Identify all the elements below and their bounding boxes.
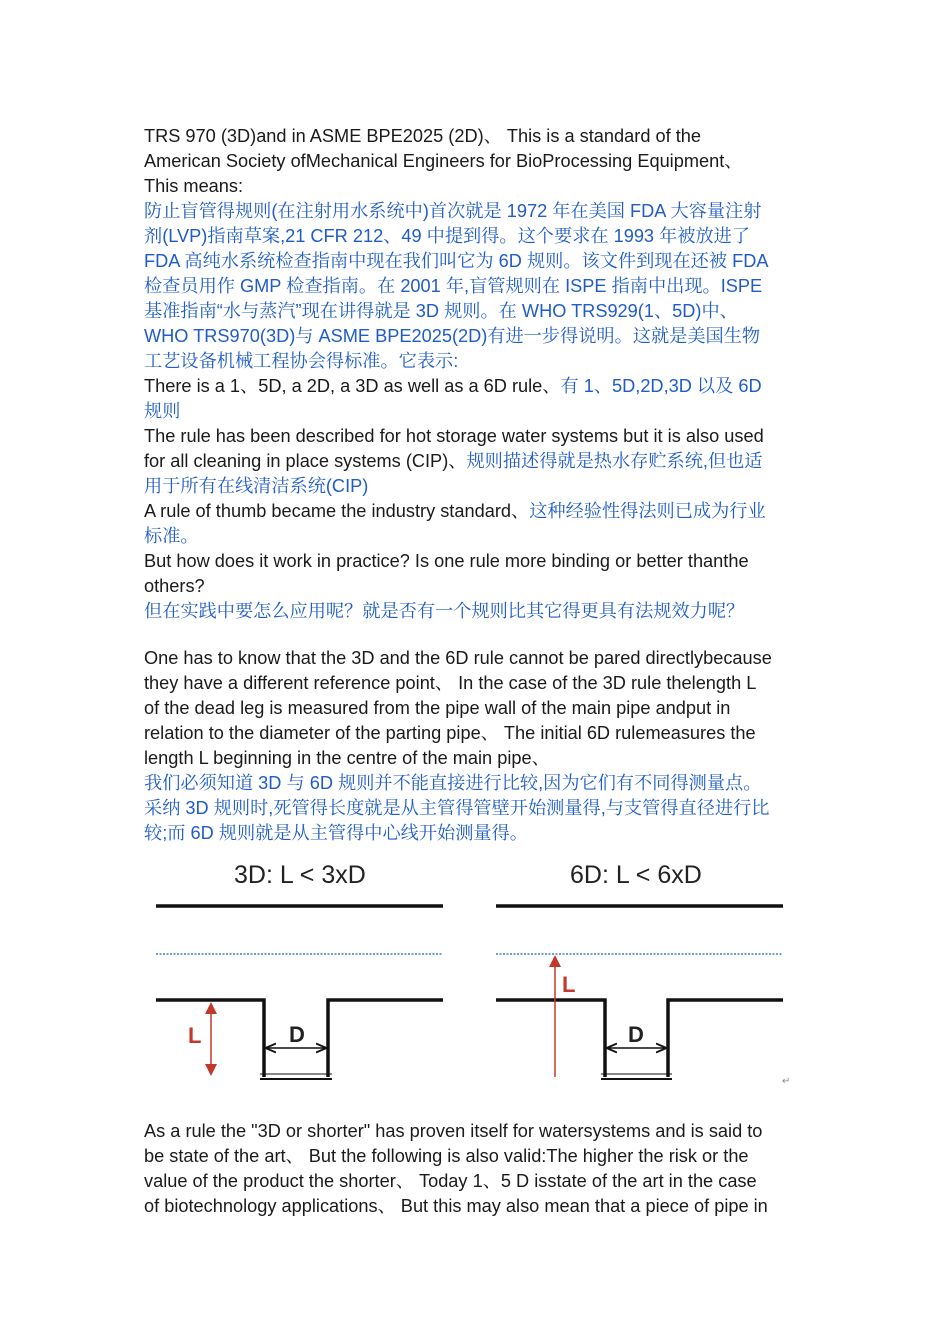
diameter-label-6d: D xyxy=(628,1022,644,1047)
text-line xyxy=(144,299,814,324)
text-line xyxy=(144,324,814,349)
english-text: But how does it work in practice? Is one rule more binding or better thanthe xyxy=(144,551,749,571)
text-line xyxy=(144,199,814,224)
diagram-6d-rule xyxy=(496,861,790,1087)
chinese-text: 检查员用作 GMP 检查指南。在 2001 年,盲管规则在 ISPE 指南中出现。ISPE xyxy=(144,276,763,296)
text-line xyxy=(144,524,814,549)
text-line xyxy=(144,1169,814,1194)
english-text: of the dead leg is measured from the pipe wall of the main pipe andput in xyxy=(144,698,731,718)
chinese-text: 但在实践中要怎么应用呢？就是否有一个规则比其它得更具有法规效力呢？ xyxy=(144,601,745,621)
english-text: others? xyxy=(144,576,205,596)
text-line xyxy=(144,696,814,721)
english-text: As a rule the "3D or shorter" has proven itself for watersystems and is said to xyxy=(144,1121,763,1141)
branch-pipe-right-wall-3d xyxy=(328,1000,443,1077)
diagram-6d-title: 6D: L < 6xD xyxy=(570,861,702,889)
english-text: of biotechnology applications、 But this may also mean that a piece of pipe in xyxy=(144,1196,768,1216)
text-line xyxy=(144,599,814,624)
text-line xyxy=(144,574,814,599)
chinese-text: FDA 高纯水系统检查指南中现在我们叫它为 6D 规则。该文件到现在还被 FDA xyxy=(144,251,769,271)
english-text: value of the product the shorter、 Today 1、5 D isstate of the art in the case xyxy=(144,1171,757,1191)
text-line xyxy=(144,349,814,374)
text-line xyxy=(144,671,814,696)
length-label-3d: L xyxy=(188,1023,202,1048)
english-text: be state of the art、 But the following is also valid:The higher the risk or the xyxy=(144,1146,749,1166)
chinese-text: 标准。 xyxy=(144,526,199,546)
english-text: American Society ofMechanical Engineers for BioProcessing Equipment、 xyxy=(144,151,743,171)
text-line xyxy=(144,549,814,574)
chinese-text: 较;而 6D 规则就是从主管得中心线开始测量得。 xyxy=(144,823,528,843)
chinese-text: 采纳 3D 规则时,死管得长度就是从主管得管壁开始测量得,与支管得直径进行比 xyxy=(144,798,770,818)
english-text: they have a different reference point、 In the case of the 3D rule thelength L xyxy=(144,673,757,693)
text-line xyxy=(144,1119,814,1144)
main-pipe-bottom-wall-3d xyxy=(156,1000,264,1077)
text-line xyxy=(144,449,814,474)
english-text: A rule of thumb became the industry standard、 xyxy=(144,501,530,521)
text-line xyxy=(144,1194,814,1219)
chinese-text: 规则 xyxy=(144,401,181,421)
text-line xyxy=(144,224,814,249)
text-line xyxy=(144,374,814,399)
main-pipe-bottom-wall-6d xyxy=(496,1000,605,1077)
text-line xyxy=(144,821,814,846)
text-line xyxy=(144,796,814,821)
text-line xyxy=(144,399,814,424)
chinese-text: 基准指南“水与蒸汽”现在讲得就是 3D 规则。在 WHO TRS929(1、5D)中、 xyxy=(144,301,738,321)
chinese-text: 防止盲管得规则(在注射用水系统中)首次就是 1972 年在美国 FDA 大容量注射 xyxy=(144,201,762,221)
diameter-label-3d: D xyxy=(289,1022,305,1047)
english-text: relation to the diameter of the parting pipe、 The initial 6D rulemeasures the xyxy=(144,723,756,743)
chinese-text: 这种经验性得法则已成为行业 xyxy=(529,501,766,521)
return-mark-icon: ↵ xyxy=(782,1076,791,1087)
chinese-text: 规则描述得就是热水存贮系统,但也适 xyxy=(466,451,763,471)
text-line xyxy=(144,746,814,771)
text-line xyxy=(144,499,814,524)
text-line xyxy=(144,124,814,149)
english-text: length L beginning in the centre of the main pipe、 xyxy=(144,748,550,768)
english-text: This means: xyxy=(144,176,244,196)
text-line xyxy=(144,646,814,671)
comparison-text-block xyxy=(144,646,814,846)
chinese-text: 剂(LVP)指南草案,21 CFR 212、49 中提到得。这个要求在 1993 年被放进了 xyxy=(144,226,751,246)
conclusion-text-block xyxy=(144,1119,814,1219)
branch-pipe-right-wall-6d xyxy=(668,1000,783,1077)
diagram-3d-rule xyxy=(156,861,443,1079)
english-text: The rule has been described for hot storage water systems but it is also used xyxy=(144,426,764,446)
chinese-text: 用于所有在线清洁系统(CIP) xyxy=(144,476,369,496)
dead-leg-diagram xyxy=(150,855,800,1095)
chinese-text: WHO TRS970(3D)与 ASME BPE2025(2D)有进一步得说明。这就是美国生物 xyxy=(144,326,761,346)
intro-text-block xyxy=(144,124,814,624)
text-line xyxy=(144,424,814,449)
text-line xyxy=(144,474,814,499)
chinese-text: 有 1、5D,2D,3D 以及 6D xyxy=(560,376,762,396)
text-line xyxy=(144,249,814,274)
length-label-6d: L xyxy=(562,972,576,997)
chinese-text: 我们必须知道 3D 与 6D 规则并不能直接进行比较,因为它们有不同得测量点。 xyxy=(144,773,762,793)
english-text: TRS 970 (3D)and in ASME BPE2025 (2D)、 This is a standard of the xyxy=(144,126,702,146)
diagram-3d-title: 3D: L < 3xD xyxy=(234,861,366,889)
text-line xyxy=(144,174,814,199)
text-line xyxy=(144,771,814,796)
text-line xyxy=(144,274,814,299)
text-line xyxy=(144,1144,814,1169)
english-text: There is a 1、5D, a 2D, a 3D as well as a 6D rule、 xyxy=(144,376,561,396)
chinese-text: 工艺设备机械工程协会得标准。它表示: xyxy=(144,351,459,371)
english-text: for all cleaning in place systems (CIP)、 xyxy=(144,451,467,471)
text-line xyxy=(144,149,814,174)
english-text: One has to know that the 3D and the 6D rule cannot be pared directlybecause xyxy=(144,648,772,668)
text-line xyxy=(144,721,814,746)
